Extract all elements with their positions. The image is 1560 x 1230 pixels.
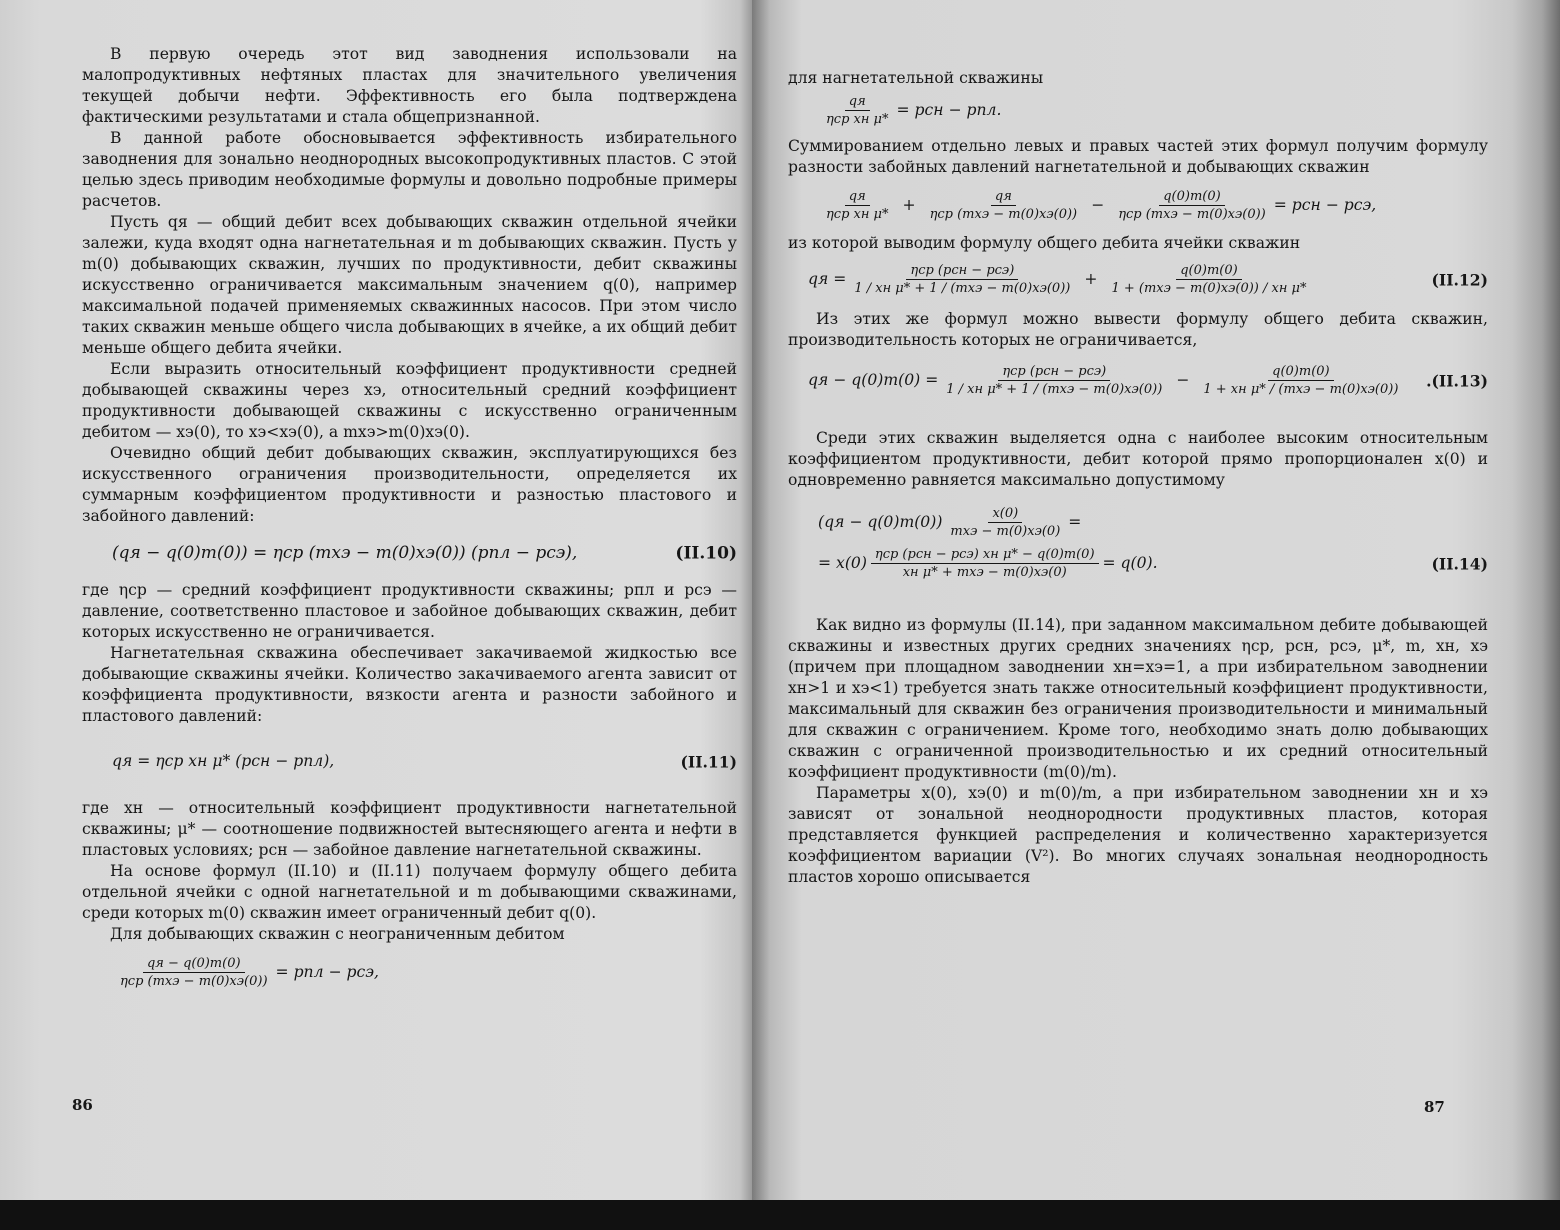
term: 1 / (mxэ − m(0)xэ(0)) — [1021, 382, 1163, 397]
paragraph: Параметры x(0), xэ(0) и m(0)/m, а при избирательном заводнении xн и xэ зависят от зональной неоднородности продуктивных пластов, которая представляется функцией распределения и количественно характеризуется коэффициентом вариации (V²). Во многих случаях зональная неоднородность пластов хорошо описывается — [788, 784, 1488, 886]
fraction — [946, 505, 1064, 540]
numerator: q(0)m(0) — [1176, 262, 1241, 280]
numerator: q(0)m(0) — [1268, 363, 1333, 381]
paragraph: Суммированием отдельно левых и правых частей этих формул получим формулу разности забойных давлений нагнетательной и добывающих скважин — [788, 137, 1488, 176]
paragraph: В данной работе обосновывается эффективность избирательного заводнения для зонально неоднородных высокопродуктивных пластов. С этой целью здесь приводим необходимые формулы и довольно подробные примеры расчетов. — [82, 129, 737, 210]
term: 1 / (mxэ − m(0)xэ(0)) — [929, 281, 1071, 296]
numerator: qя — [845, 188, 870, 206]
term: 1 / xн μ* — [854, 281, 911, 296]
paragraph: где xн — относительный коэффициент продуктивности нагнетательной скважины; μ* — соотношение подвижностей вытесняющего агента и нефти в пластовых условиях; pсн — забойное давление нагнетательной скважины. — [82, 799, 737, 859]
denominator: ηср (mxэ − m(0)xэ(0)) — [1118, 207, 1266, 222]
fraction — [871, 546, 1099, 581]
denominator: 1 / xн μ* + 1 / (mxэ − m(0)xэ(0)) — [854, 281, 1071, 296]
numerator: ηср (pсн − pсэ) xн μ* − q(0)m(0) — [871, 546, 1099, 564]
paragraph: На основе формул (II.10) и (II.11) получаем формулу общего дебита отдельной ячейки с одной нагнетательной и m добывающими скважинами, среди которых m(0) скважин имеет ограниченный дебит q(0). — [82, 862, 737, 922]
denominator: ηср (mxэ − m(0)xэ(0)) — [929, 207, 1078, 222]
fraction — [926, 188, 1082, 223]
numerator: qя — [845, 93, 870, 111]
numerator: qя — [991, 188, 1016, 206]
equation-ii-10 — [112, 543, 737, 564]
scanner-background-bar — [0, 1200, 1560, 1230]
paragraph: В первую очередь этот вид заводнения использовали на малопродуктивных нефтяных пластах для значительного увеличения текущей добычи нефти. Эффективность его была подтверждена фактическими результатами и стала общепризнанной. — [82, 45, 737, 126]
plus-sign: + — [1084, 270, 1098, 288]
equation-lhs: = x(0) — [818, 554, 867, 572]
equation-rhs: = pсн − pпл. — [896, 101, 1002, 119]
equation-body: qя = ηср xн μ* (pсн − pпл), — [112, 752, 335, 770]
minus-sign: − — [1176, 371, 1190, 389]
fraction — [1199, 363, 1402, 398]
denominator: ηср (mxэ − m(0)xэ(0)) — [120, 974, 268, 989]
paragraph: для нагнетательной скважины — [788, 69, 1044, 87]
denominator: ηср xн μ* — [826, 112, 889, 127]
denominator: 1 + xн μ* / (mxэ − m(0)xэ(0)) — [1203, 382, 1399, 397]
numerator: q(0)m(0) — [1159, 188, 1224, 206]
left-text-column — [82, 44, 737, 990]
equation-rhs: = q(0). — [1102, 554, 1158, 572]
denominator: mxэ − m(0)xэ(0) — [950, 524, 1061, 539]
fraction — [822, 93, 893, 128]
numerator: ηср (pсн − pсэ) — [906, 262, 1018, 280]
equation-ii-14-line-2 — [818, 546, 1488, 581]
equation-injection-well — [818, 93, 1488, 128]
paragraph: Среди этих скважин выделяется одна с наиболее высоким относительным коэффициентом продуктивности, дебит которой прямо пропорционален x(0) и одновременно равняется максимально допустимому — [788, 429, 1488, 489]
denominator: 1 / xн μ* + 1 / (mxэ − m(0)xэ(0)) — [946, 382, 1163, 397]
fraction — [850, 262, 1074, 297]
page-number: 86 — [72, 1096, 93, 1114]
equation-number: (II.11) — [680, 752, 737, 771]
equation-ii-14-line-1 — [818, 505, 1488, 540]
paragraph: Нагнетательная скважина обеспечивает закачиваемой жидкостью все добывающие скважины ячейки. Количество закачиваемого агента зависит от коэффициента продуктивности, вязкости агента и разности забойного и пластового давлений: — [82, 644, 737, 725]
equation-rhs: = pсн − pсэ, — [1273, 196, 1377, 214]
equation-ii-12 — [808, 262, 1488, 297]
equation-lhs: qя = — [808, 270, 847, 288]
equation-number: (II.14) — [1431, 554, 1488, 573]
term: 1 / xн μ* — [946, 382, 1003, 397]
right-page — [752, 0, 1560, 1200]
paragraph: Для добывающих скважин с неограниченным дебитом — [110, 925, 565, 943]
equation-pressure-difference — [818, 188, 1488, 223]
equation-rhs: = pпл − pсэ, — [275, 963, 379, 981]
equation-lhs: (qя − q(0)m(0)) — [818, 513, 943, 531]
equation-number: (II.12) — [1431, 270, 1488, 289]
equation-rhs: = — [1068, 513, 1082, 531]
denominator: 1 + (mxэ − m(0)xэ(0)) / xн μ* — [1111, 281, 1307, 296]
paragraph: Если выразить относительный коэффициент продуктивности средней добывающей скважины через xэ, относительный средний коэффициент продуктивности добывающей скважины с искусственно ограниченным дебитом — xэ(0), то xэ<xэ(0), а mxэ>m(0)xэ(0). — [82, 360, 737, 441]
fraction — [1114, 188, 1270, 223]
right-text-column — [788, 68, 1488, 888]
denominator: xн μ* + mxэ − m(0)xэ(0) — [902, 565, 1067, 580]
fraction — [822, 188, 893, 223]
paragraph: Пусть qя — общий дебит всех добывающих скважин отдельной ячейки залежи, куда входят одна нагнетательная и m добывающих скважин. Пусть у m(0) добывающих скважин, лучших по продуктивности, дебит скважины искусственно ограничивается максимальным значением q(0), например максимальной подачей применяемых скважинных насосов. При этом число таких скважин меньше общего числа добывающих в ячейке, а их общий дебит меньше общего дебита ячейки. — [82, 213, 737, 357]
paragraph: где ηср — средний коэффициент продуктивности скважины; pпл и pсэ — давление, соответственно пластовое и забойное добывающих скважин, дебит которых искусственно не ограничивается. — [82, 581, 737, 641]
equation-ii-13 — [808, 363, 1488, 398]
paragraph: из которой выводим формулу общего дебита ячейки скважин — [788, 234, 1301, 252]
equation-number: (II.10) — [675, 543, 737, 563]
minus-sign: − — [1091, 196, 1105, 214]
numerator: qя − q(0)m(0) — [143, 955, 245, 973]
paragraph: Из этих же формул можно вывести формулу общего дебита скважин, производительность которых не ограничивается, — [788, 310, 1488, 349]
equation-ii-11 — [112, 751, 737, 772]
fraction — [116, 955, 272, 990]
left-page — [0, 0, 752, 1200]
equation-lhs: qя − q(0)m(0) = — [808, 371, 939, 389]
fraction — [1107, 262, 1310, 297]
paragraph: Как видно из формулы (II.14), при заданном максимальном дебите добывающей скважины и известных других средних значениях ηср, pсн, pсэ, μ*, m, xн, xэ (причем при площадном заводнении xн=xэ=1, а при избирательном заводнении xн>1 и xэ<1) требуется знать также относительный коэффициент продуктивности, максимальный для скважин без ограничения производительности и минимальный для скважин с ограничением. Кроме того, необходимо знать долю добывающих скважин с ограниченной производительностью и их средний относительный коэффициент продуктивности (m(0)/m). — [788, 616, 1488, 781]
denominator: ηср xн μ* — [826, 207, 889, 222]
fraction — [942, 363, 1166, 398]
equation-unrestricted-wells — [112, 955, 737, 990]
numerator: x(0) — [988, 505, 1022, 523]
numerator: ηср (pсн − pсэ) — [998, 363, 1110, 381]
plus-sign: + — [902, 196, 916, 214]
paragraph: Очевидно общий дебит добывающих скважин, эксплуатирующихся без искусственного ограничения производительности, определяется их суммарным коэффициентом продуктивности и разностью пластового и забойного давлений: — [82, 444, 737, 525]
page-number: 87 — [1424, 1098, 1445, 1116]
equation-number: .(II.13) — [1426, 371, 1488, 390]
equation-body: (qя − q(0)m(0)) = ηср (mxэ − m(0)xэ(0)) (pпл − pсэ), — [112, 543, 578, 563]
